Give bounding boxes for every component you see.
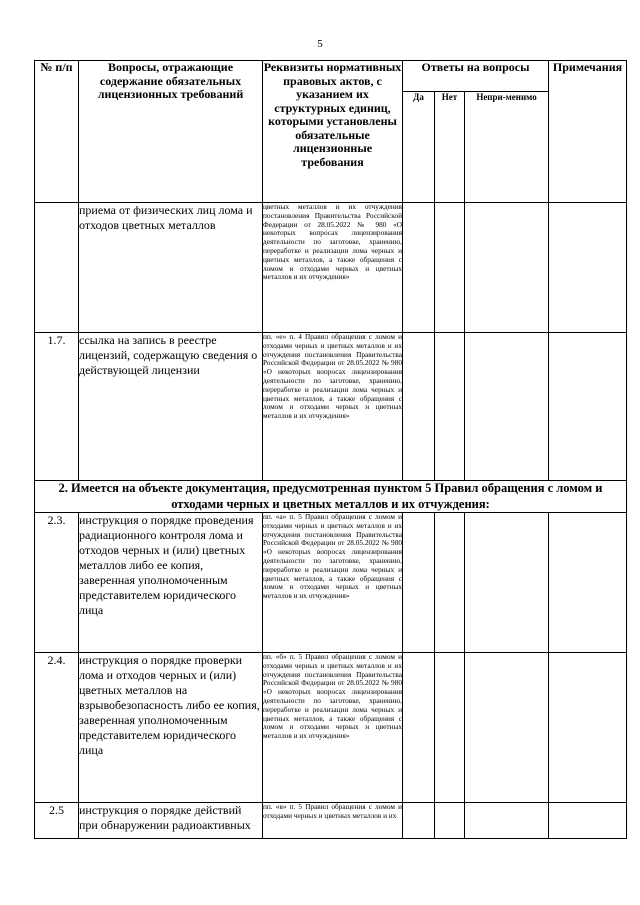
note-cell[interactable] [549,653,627,803]
header-note: Примечания [549,61,627,203]
note-cell[interactable] [549,513,627,653]
row-question: инструкция о порядке проведения радиационного контроля лома и отходов черных и (или) цветных металлов либо ее копия, заверенная уполномоченным представителем юридического лица [79,513,263,653]
answer-yes-cell[interactable] [403,333,435,481]
answer-yes-cell[interactable] [403,803,435,839]
table-row [35,803,627,839]
table-row [35,333,627,481]
table-row [35,513,627,653]
header-questions: Вопросы, отражающие содержание обязательных лицензионных требований [79,61,263,203]
answer-no-cell[interactable] [435,653,465,803]
header-row [35,61,627,92]
row-number: 2.3. [35,513,79,653]
answer-yes-cell[interactable] [403,513,435,653]
answer-no-cell[interactable] [435,203,465,333]
section-row [35,481,627,513]
header-requisites: Реквизиты нормативных правовых актов, с указанием их структурных единиц, которыми установлены обязательные лицензионные требования [263,61,403,203]
answer-na-cell[interactable] [465,803,549,839]
note-cell[interactable] [549,203,627,333]
header-no: Нет [435,92,465,203]
header-yes: Да [403,92,435,203]
answer-yes-cell[interactable] [403,653,435,803]
row-requisites: пп. «е» п. 4 Правил обращения с ломом и отходами черных и цветных металлов и их отчуждения постановления Правительства Российской Федерации от 28.05.2022 № 980 «О некоторых вопросах лицензирования деятельности по заготовке, хранению, переработке и реализации лома черных и цветных металлов, а также обращения с ломом и отходами черных и цветных металлов и их отчуждения» [263,333,403,481]
answer-na-cell[interactable] [465,333,549,481]
answer-na-cell[interactable] [465,653,549,803]
row-requisites: пп. «а» п. 5 Правил обращения с ломом и отходами черных и цветных металлов и их отчуждения постановления Правительства Российской Федерации от 28.05.2022 № 980 «О некоторых вопросах лицензирования деятельности по заготовке, хранению, переработке и реализации лома черных и цветных металлов, а также обращения с ломом и отходами черных и цветных металлов и их отчуждения» [263,513,403,653]
row-number: 2.5 [35,803,79,839]
row-question: приема от физических лиц лома и отходов цветных металлов [79,203,263,333]
note-cell[interactable] [549,333,627,481]
section-heading: 2. Имеется на объекте документация, предусмотренная пунктом 5 Правил обращения с ломом и отходами черных и цветных металлов и их отчуждения: [35,481,627,513]
row-number [35,203,79,333]
header-na: Непри-менимо [465,92,549,203]
note-cell[interactable] [549,803,627,839]
license-requirements-table [34,60,627,839]
table-row [35,653,627,803]
table-row [35,203,627,333]
row-question: инструкция о порядке проверки лома и отходов черных и (или) цветных металлов на взрывобезопасность либо ее копия, заверенная уполномоченным представителем юридического лица [79,653,263,803]
answer-na-cell[interactable] [465,513,549,653]
answer-no-cell[interactable] [435,333,465,481]
row-question: инструкция о порядке действий при обнаружении радиоактивных [79,803,263,839]
header-num: № п/п [35,61,79,203]
row-question: ссылка на запись в реестре лицензий, содержащую сведения о действующей лицензии [79,333,263,481]
row-requisites: пп. «в» п. 5 Правил обращения с ломом и отходами черных и цветных металлов и их [263,803,403,839]
page-number: 5 [317,38,323,50]
row-requisites: цветных металлов и их отчуждения постановления Правительства Российской Федерации от 28.05.2022 № 980 «О некоторых вопросах лицензирования деятельности по заготовке, хранению, переработке и реализации лома черных и цветных металлов, а также обращения с ломом и отходами черных и цветных металлов и их отчуждения» [263,203,403,333]
answer-no-cell[interactable] [435,513,465,653]
answer-yes-cell[interactable] [403,203,435,333]
row-requisites: пп. «б» п. 5 Правил обращения с ломом и отходами черных и цветных металлов и их отчуждения постановления Правительства Российской Федерации от 28.05.2022 № 980 «О некоторых вопросах лицензирования деятельности по заготовке, хранению, переработке и реализации лома черных и цветных металлов, а также обращения с ломом и отходами черных и цветных металлов и их отчуждения» [263,653,403,803]
row-number: 2.4. [35,653,79,803]
row-number: 1.7. [35,333,79,481]
answer-na-cell[interactable] [465,203,549,333]
answer-no-cell[interactable] [435,803,465,839]
header-answers: Ответы на вопросы [403,61,549,92]
